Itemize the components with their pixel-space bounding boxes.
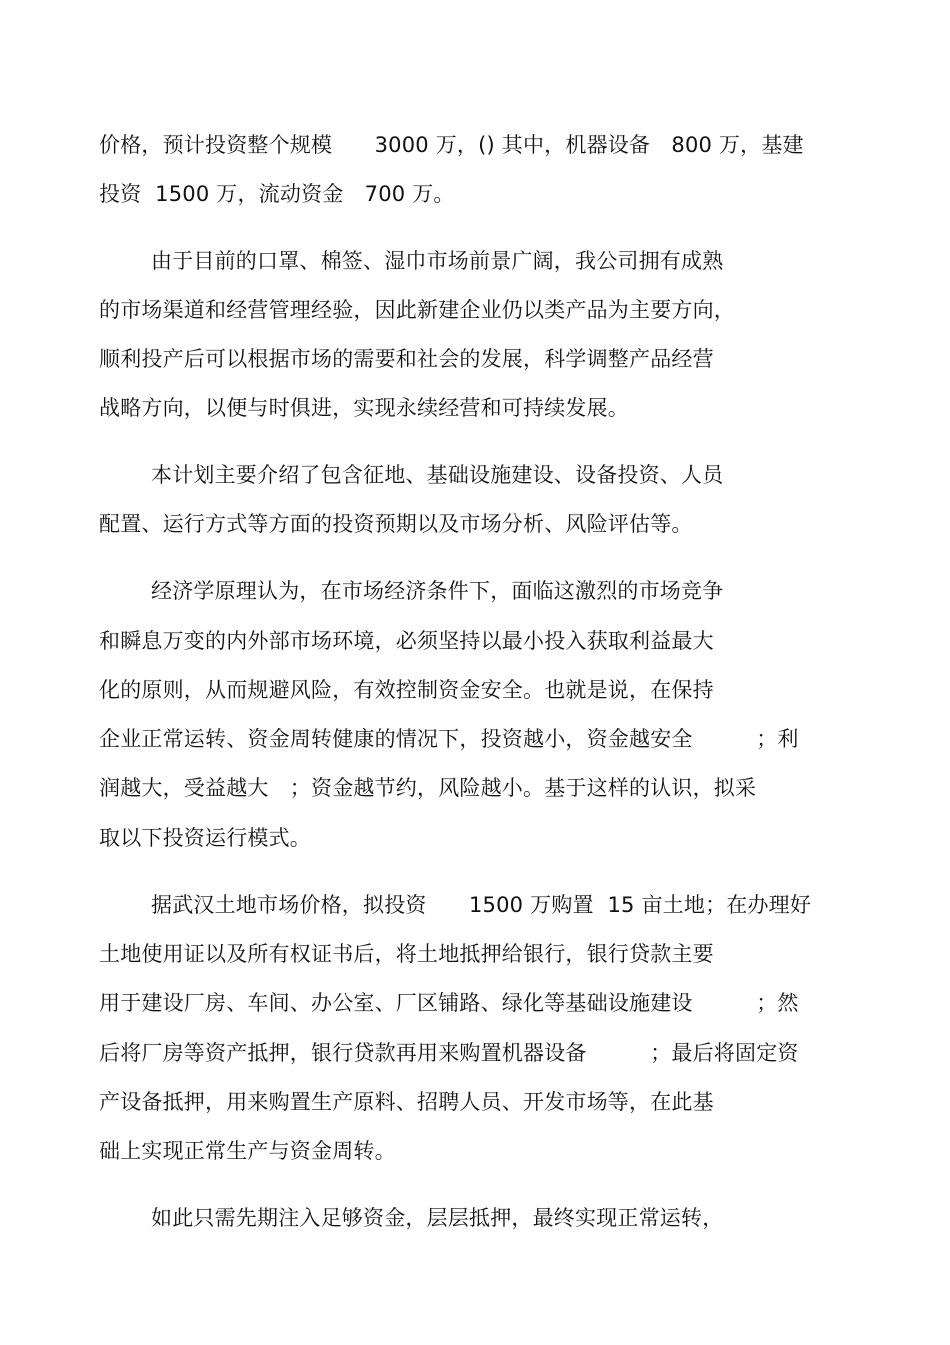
text-line: 产设备抵押，用来购置生产原料、招聘人员、开发市场等，在此基: [99, 1090, 714, 1114]
text-line: 润越大，受益越大 ；资金越节约，风险越小。基于这样的认识，拟采: [99, 776, 757, 800]
text-line: 和瞬息万变的内外部市场环境，必须坚持以最小投入获取利益最大: [99, 629, 714, 653]
paragraph-start-line: 据武汉土地市场价格，拟投资 1500 万购置 15 亩土地；在办理好: [151, 893, 812, 917]
text-line: 后将厂房等资产抵押，银行贷款再用来购置机器设备 ；最后将固定资: [99, 1041, 799, 1065]
text-line: 配置、运行方式等方面的投资预期以及市场分析、风险评估等。: [99, 512, 693, 536]
text-line: 投资 1500 万，流动资金 700 万。: [99, 182, 455, 206]
text-line: 战略方向，以便与时俱进，实现永续经营和可持续发展。: [99, 396, 629, 420]
paragraph-start-line: 本计划主要介绍了包含征地、基础设施建设、设备投资、人员: [151, 463, 724, 487]
paragraph-start-line: 如此只需先期注入足够资金，层层抵押，最终实现正常运转，: [151, 1206, 724, 1230]
text-line: 土地使用证以及所有权证书后，将土地抵押给银行，银行贷款主要: [99, 942, 714, 966]
text-line: 顺利投产后可以根据市场的需要和社会的发展，科学调整产品经营: [99, 347, 714, 371]
paragraph-start-line: 经济学原理认为，在市场经济条件下，面临这激烈的市场竞争: [151, 579, 724, 603]
paragraph-start-line: 由于目前的口罩、棉签、湿巾市场前景广阔，我公司拥有成熟: [151, 249, 724, 273]
text-line: 取以下投资运行模式。: [99, 826, 311, 850]
text-line: 价格，预计投资整个规模 3000 万，() 其中，机器设备 800 万，基建: [99, 133, 804, 157]
text-line: 化的原则，从而规避风险，有效控制资金安全。也就是说，在保持: [99, 678, 714, 702]
text-line: 础上实现正常生产与资金周转。: [99, 1139, 396, 1163]
text-line: 的市场渠道和经营管理经验，因此新建企业仍以类产品为主要方向，: [99, 298, 735, 322]
text-line: 用于建设厂房、车间、办公室、厂区铺路、绿化等基础设施建设 ；然: [99, 991, 799, 1015]
text-line: 企业正常运转、资金周转健康的情况下，投资越小，资金越安全 ；利: [99, 727, 799, 751]
